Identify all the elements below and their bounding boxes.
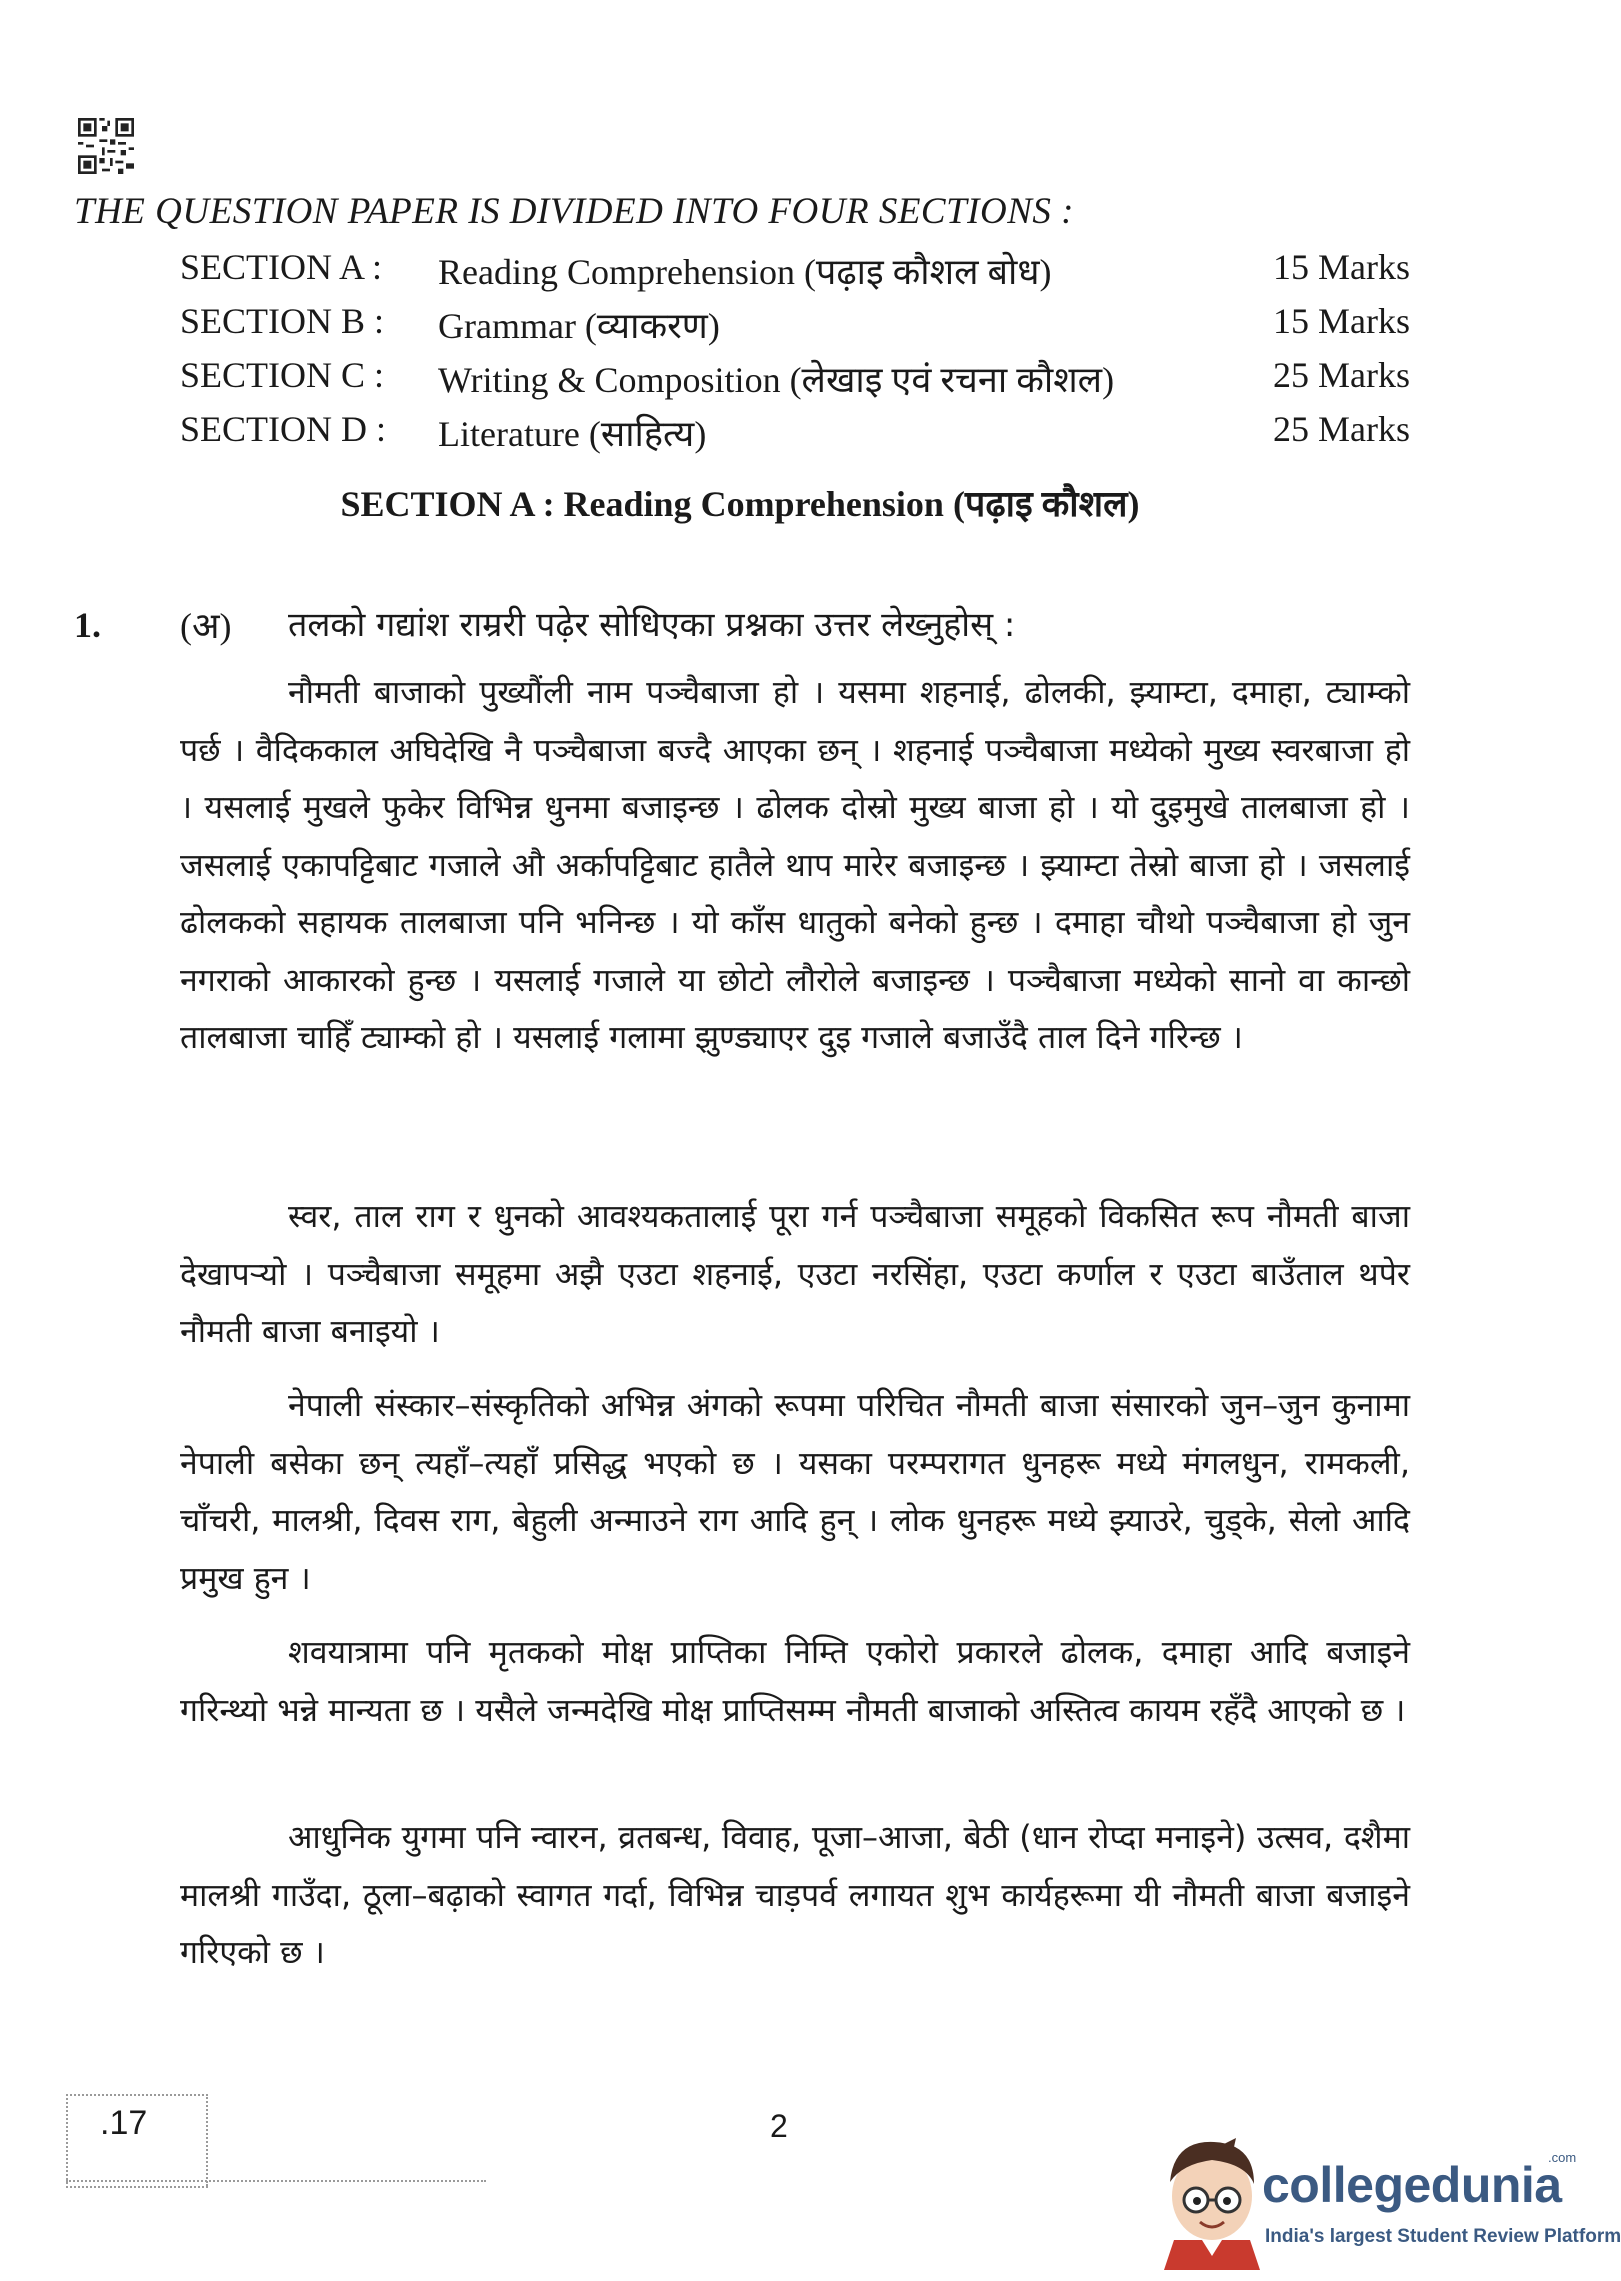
- page-number: 2: [770, 2108, 788, 2144]
- passage-paragraph-1: नौमती बाजाको पुख्यौंली नाम पञ्चैबाजा हो । यसमा शहनाई, ढोलकी, झ्याम्टा, दमाहा, ट्याम्को पर्छ । वैदिककाल अघिदेखि नै पञ्चैबाजा बज्दै आएका छन् । शहनाई पञ्चैबाजा मध्येको मुख्य स्वरबाजा हो । यसलाई मुखले फुकेर विभिन्न धुनमा बजाइन्छ । ढोलक दोस्रो मुख्य बाजा हो । यो दुइमुखे तालबाजा हो । जसलाई एकापट्टिबाट गजाले औ अर्कापट्टिबाट हातैले थाप मारेर बजाइन्छ । झ्याम्टा तेस्रो बाजा हो । जसलाई ढोलकको सहायक तालबाजा पनि भनिन्छ । यो काँस धातुको बनेको हुन्छ । दमाहा चौथो पञ्चैबाजा हो जुन नगराको आकारको हुन्छ । यसलाई गजाले या छोटो लौरोले बजाइन्छ । पञ्चैबाजा मध्येको सानो वा कान्छो तालबाजा चाहिँ ट्याम्को हो । यसलाई गलामा झुण्ड्याएर दुइ गजाले बजाउँदै ताल दिने गरिन्छ ।: [180, 673, 1410, 1056]
- section-row-a: [180, 246, 1410, 294]
- section-marks: 25 Marks: [1273, 409, 1410, 449]
- mascot-logo-icon: [1150, 2130, 1275, 2270]
- passage-paragraph-3: नेपाली संस्कार–संस्कृतिको अभिन्न अंगको रूपमा परिचित नौमती बाजा संसारको जुन–जुन कुनामा नेपाली बसेका छन् त्यहाँ–त्यहाँ प्रसिद्ध भएको छ । यसका परम्परागत धुनहरू मध्ये मंगलधुन, रामकली, चाँचरी, मालश्री, दिवस राग, बेहुली अन्माउने राग आदि हुन् । लोक धुनहरू मध्ये झ्याउरे, चुड्के, सेलो आदि प्रमुख हुन ।: [180, 1386, 1410, 1597]
- passage-paragraph-4: शवयात्रामा पनि मृतकको मोक्ष प्राप्तिका निम्ति एकोरो प्रकारले ढोलक, दमाहा आदि बजाइने गरिन्थ्यो भन्ने मान्यता छ । यसैले जन्मदेखि मोक्ष प्राप्तिसम्म नौमती बाजाको अस्तित्व कायम रहँदै आएको छ ।: [180, 1633, 1410, 1729]
- section-label: SECTION D :: [180, 409, 386, 449]
- paper-code: .17: [100, 2104, 148, 2142]
- section-row-c: [180, 354, 1410, 402]
- passage-paragraph-2: स्वर, ताल राग र धुनको आवश्यकतालाई पूरा गर्न पञ्चैबाजा समूहको विकसित रूप नौमती बाजा देखापऱ्यो । पञ्चैबाजा समूहमा अझै एउटा शहनाई, एउटा नरसिंहा, एउटा कर्णाल र एउटा बाउँताल थपेर नौमती बाजा बनाइयो ।: [180, 1197, 1410, 1350]
- question-instruction: तलको गद्यांश राम्ररी पढ़ेर सोधिएका प्रश्नका उत्तर लेख्नुहोस् :: [288, 605, 1016, 645]
- section-row-b: [180, 300, 1410, 348]
- collegedunia-suffix: .com: [1548, 2150, 1577, 2165]
- collegedunia-brand: collegedunia: [1262, 2157, 1562, 2213]
- section-name: Grammar (व्याकरण): [438, 306, 720, 346]
- section-name: Reading Comprehension (पढ़ाइ कौशल बोध): [438, 252, 1052, 292]
- section-marks: 25 Marks: [1273, 355, 1410, 395]
- paper-code-underline: [66, 2180, 486, 2182]
- section-name: Literature (साहित्य): [438, 414, 707, 454]
- section-label: SECTION A :: [180, 247, 383, 287]
- collegedunia-tagline: India's largest Student Review Platform: [1265, 2226, 1621, 2247]
- section-label: SECTION C :: [180, 355, 385, 395]
- question-number: 1.: [74, 605, 101, 645]
- section-name: Writing & Composition (लेखाइ एवं रचना कौशल): [438, 360, 1115, 400]
- section-marks: 15 Marks: [1273, 247, 1410, 287]
- question-sub-label: (अ): [180, 606, 232, 646]
- qr-code-icon: [78, 118, 134, 174]
- paper-structure-heading: THE QUESTION PAPER IS DIVIDED INTO FOUR SECTIONS :: [74, 191, 1074, 232]
- paper-code-divider: [206, 2094, 208, 2186]
- section-label: SECTION B :: [180, 301, 385, 341]
- section-a-title: SECTION A : Reading Comprehension (पढ़ाइ कौशल): [340, 484, 1140, 524]
- passage-paragraph-5: आधुनिक युगमा पनि न्वारन, व्रतबन्ध, विवाह, पूजा–आजा, बेठी (धान रोप्दा मनाइने) उत्सव, दशैमा मालश्री गाउँदा, ठूला–बढ़ाको स्वागत गर्दा, विभिन्न चाड़पर्व लगायत शुभ कार्यहरूमा यी नौमती बाजा बजाइने गरिएको छ ।: [180, 1818, 1410, 1971]
- section-marks: 15 Marks: [1273, 301, 1410, 341]
- section-row-d: [180, 408, 1410, 456]
